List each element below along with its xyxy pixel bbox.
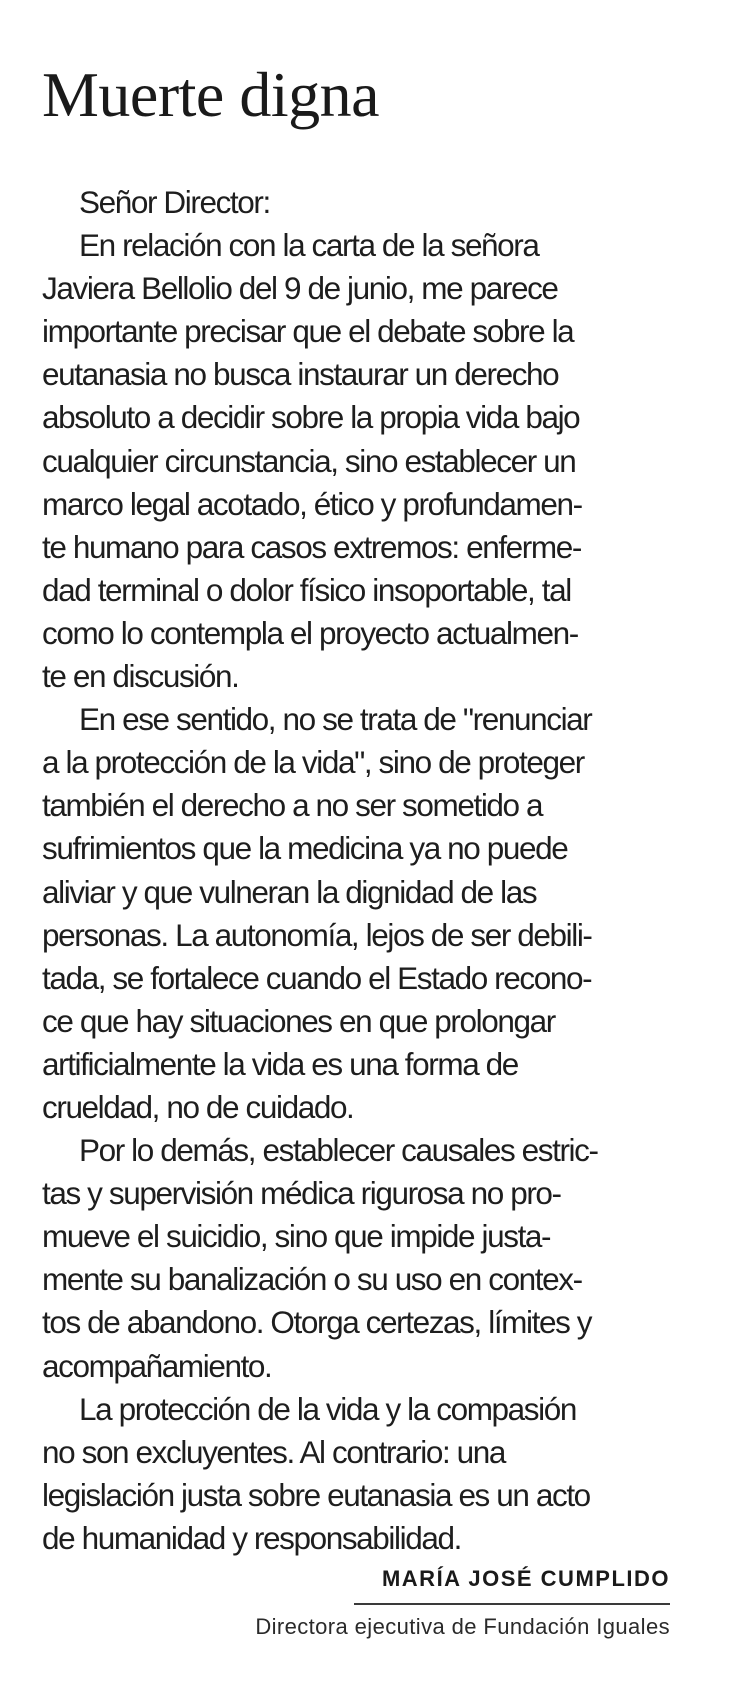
letter-line: te en discusión.	[42, 658, 239, 695]
letter-line: artificialmente la vida es una forma de	[42, 1045, 518, 1082]
letter-line: mente su banalización o su uso en contex-	[42, 1261, 582, 1298]
letter-headline: Muerte digna	[42, 59, 379, 130]
letter-line: cualquier circunstancia, sino establecer un	[42, 442, 576, 479]
letter-line: Señor Director:	[79, 184, 270, 220]
letter-line: En relación con la carta de la señora	[79, 227, 539, 264]
letter-line: marco legal acotado, ético y profundamen-	[42, 485, 582, 522]
letter-line: personas. La autonomía, lejos de ser debili-	[42, 916, 592, 953]
letter-body	[42, 181, 672, 1560]
letter-line: crueldad, no de cuidado.	[42, 1088, 354, 1125]
letter-line: como lo contempla el proyecto actualmen-	[42, 614, 578, 651]
signature-name: MARÍA JOSÉ CUMPLIDO	[381, 1566, 670, 1591]
letter-line: sufrimientos que la medicina ya no puede	[42, 830, 568, 867]
letter-line: legislación justa sobre eutanasia es un acto	[42, 1476, 590, 1513]
letter-line: importante precisar que el debate sobre la	[42, 313, 574, 350]
letter-line: tas y supervisión médica rigurosa no pro-	[42, 1175, 561, 1212]
cropped-header-fragment	[370, 0, 670, 4]
letter-line: aliviar y que vulneran la dignidad de las	[42, 873, 537, 910]
letter-line: mueve el suicidio, sino que impide justa-	[42, 1218, 551, 1255]
letter-line: de humanidad y responsabilidad.	[42, 1519, 461, 1556]
signature-title: Directora ejecutiva de Fundación Iguales	[255, 1614, 670, 1639]
letter-line: En ese sentido, no se trata de "renunciar	[79, 701, 592, 738]
letter-line: te humano para casos extremos: enferme-	[42, 528, 581, 565]
letter-line: tada, se fortalece cuando el Estado recono-	[42, 959, 592, 996]
signature-block	[42, 1559, 670, 1649]
letter-line: a la protección de la vida", sino de proteger	[42, 744, 584, 781]
letter-line: dad terminal o dolor físico insoportable, tal	[42, 571, 571, 608]
letter-line: acompañamiento.	[42, 1347, 272, 1384]
letter-line: tos de abandono. Otorga certezas, límites y	[42, 1304, 592, 1341]
letter-line: Por lo demás, establecer causales estric-	[79, 1132, 598, 1169]
letter-line: La protección de la vida y la compasión	[79, 1390, 576, 1427]
letter-line: eutanasia no busca instaurar un derecho	[42, 356, 559, 393]
letter-line: no son excluyentes. Al contrario: una	[42, 1433, 506, 1470]
letter-line: Javiera Bellolio del 9 de junio, me parece	[42, 270, 558, 307]
letter-line: absoluto a decidir sobre la propia vida bajo	[42, 399, 580, 436]
letter-line: ce que hay situaciones en que prolongar	[42, 1002, 555, 1039]
letter-line: también el derecho a no ser sometido a	[42, 787, 543, 824]
